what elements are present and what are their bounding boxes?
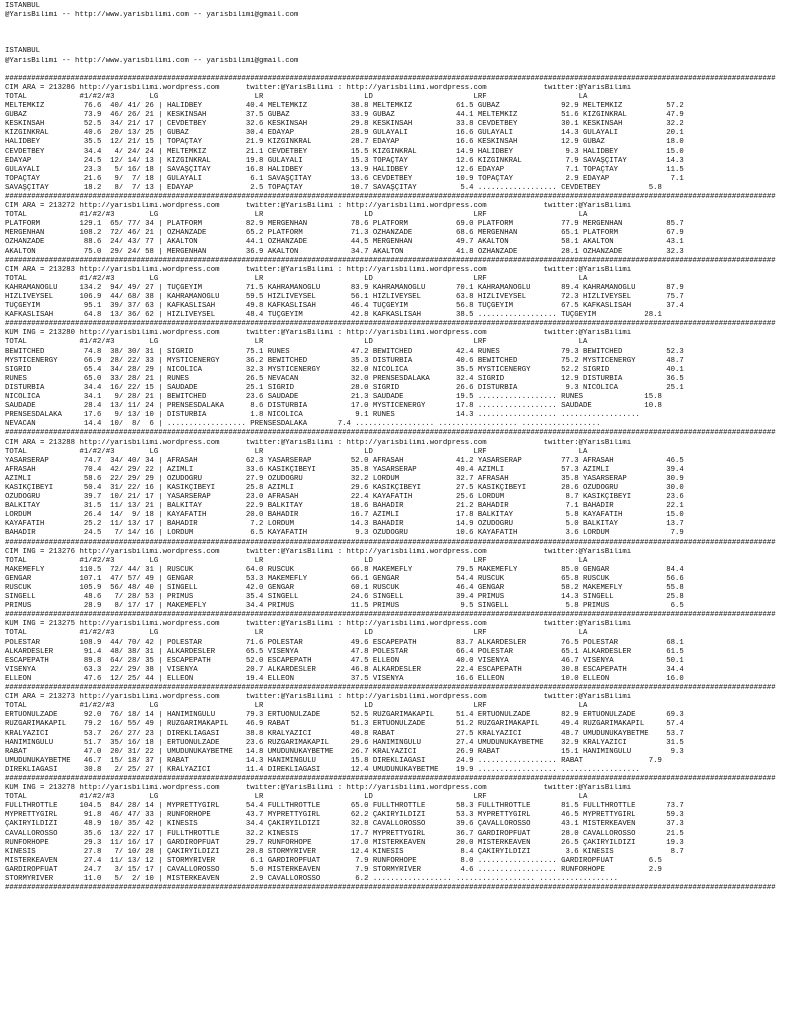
race-row: BAHADIR 24.5 7/ 14/ 16 | LORDUM 6.5 KAYAFATIH 9.3 ÖZÜDOGRU 10.6 KAYAFATIH 3.6 LORDUM 7.9 — [5, 529, 684, 538]
separator-line: ################################################################################################################################################################################ — [5, 74, 776, 83]
race-header: KUM ING = 213280 http://yarisbilimi.wordpress.com twitter:@YarisBilimi : http://yarisbilimi.wordpress.com twitter:@YarisBilimi — [5, 329, 632, 338]
race-row: KASIKÇIBEYI 50.4 31/ 22/ 16 | KASIKÇIBEYI 25.8 AZIMLI 29.6 KASIKÇIBEYI 27.5 KASIKÇIBEYI 28.6 ÖZÜDOGRU 30.0 — [5, 483, 684, 492]
column-header-row: TOTAL #1/#2/#3 LG LR LD LRF LA — [5, 793, 588, 802]
race-row: STORMYRIVER 11.0 5/ 2/ 10 | MISTERKEAVEN 2.9 CAVALLOROSSO 6.2 .................. .................. .................. — [5, 875, 619, 883]
column-header-row: TOTAL #1/#2/#3 LG LR LD LRF LA — [5, 629, 588, 638]
column-header-row: TOTAL #1/#2/#3 LG LR LD LRF LA — [5, 92, 588, 101]
race-row: RABAT 47.0 20/ 31/ 22 | UMUDUNUKAYBETME 14.8 UMUDUNUKAYBETME 26.7 KRALYAZICI 26.9 RABAT 15.1 HANIMINGÜLÜ 9.3 — [5, 747, 684, 756]
race-row: PRIMUS 28.9 8/ 17/ 17 | MAKEMEFLY 34.4 PRIMUS 11.5 PRIMUS 9.5 SINGELL 5.8 PRIMUS 6.5 — [5, 602, 684, 611]
race-row: MYSTICENERGY 66.9 28/ 22/ 33 | MYSTICENERGY 36.2 BEWITCHED 35.3 DISTURBIA 40.6 BEWITCHED 75.2 MYSTICENERGY 48.7 — [5, 356, 684, 365]
separator-line: ################################################################################################################################################################################ — [5, 774, 776, 783]
header-line — [5, 38, 776, 47]
race-row: KRALYAZICI 53.7 26/ 27/ 23 | DIREKLIAGASI 38.8 KRALYAZICI 40.8 RABAT 27.5 KRALYAZICI 48.7 UMUDUNUKAYBETME 53.7 — [5, 729, 684, 738]
race-row: ÖZÜDOGRU 39.7 10/ 21/ 17 | YASARSERAP 23.0 AFRASAH 22.4 KAYAFATIH 25.6 LORDUM 8.7 KASIKÇIBEYI 23.6 — [5, 493, 684, 502]
race-row: GÜLAYALI 23.3 5/ 16/ 18 | SAVAŞÇITAY 16.8 HALIDBEY 13.9 HALIDBEY 12.6 EDAYAP 7.1 TOPAÇTAY 11.5 — [5, 165, 684, 174]
race-row: MELTEMKIZ 76.6 40/ 41/ 26 | HALIDBEY 40.4 MELTEMKIZ 38.8 MELTEMKIZ 61.5 GUBAZ 92.9 MELTEMKIZ 57.2 — [5, 102, 684, 111]
race-row: KAHRAMANOGLU 134.2 94/ 49/ 27 | TUÇGEYIM 71.5 KAHRAMANOGLU 83.9 KAHRAMANOGLU 70.1 KAHRAMANOGLU 89.4 KAHRAMANOGLU 87.9 — [5, 283, 684, 292]
separator-line: ################################################################################################################################################################################ — [5, 320, 776, 329]
header-line — [5, 20, 776, 29]
race-row: HANIMINGÜLÜ 51.7 35/ 16/ 18 | ERTUONULZADE 23.6 RÜZGARIMAKAPIL 29.6 HANIMINGÜLÜ 27.4 UMUDUNUKAYBETME 32.9 KRALYAZICI 31.5 — [5, 738, 684, 747]
race-row: ESCAPEPATH 89.8 64/ 28/ 35 | ESCAPEPATH 52.0 ESCAPEPATH 47.5 ELLEON 40.0 VISENYA 46.7 VISENYA 50.1 — [5, 656, 684, 665]
race-row: CEVDETBEY 34.4 4/ 24/ 24 | MELTEMKIZ 21.1 CEVDETBEY 15.5 KIZGINKRAL 14.9 HALIDBEY 9.3 HALIDBEY 15.0 — [5, 147, 684, 156]
race-row: TOPAÇTAY 21.6 9/ 7/ 18 | GÜLAYALI 6.1 SAVAŞÇITAY 13.6 CEVDETBEY 10.9 TOPAÇTAY 2.9 EDAYAP 7.1 — [5, 174, 684, 183]
race-row: FULLTHROTTLE 104.5 84/ 28/ 14 | MYPRETTYGIRL 54.4 FULLTHROTTLE 65.0 FULLTHROTTLE 58.3 FULLTHROTTLE 81.5 FULLTHROTTLE 73.7 — [5, 802, 684, 811]
race-row: DIREKLIAGASI 30.8 2/ 25/ 27 | KRALYAZICI 11.4 DIREKLIAGASI 12.4 UMUDUNUKAYBETME 19.9 .................. .................. — [5, 765, 640, 774]
race-row: PLATFORM 129.1 65/ 77/ 34 | PLATFORM 82.9 MERGENHAN 78.6 PLATFORM 69.0 PLATFORM 77.9 MERGENHAN 85.7 — [5, 220, 684, 229]
column-header-row: TOTAL #1/#2/#3 LG LR LD LRF LA — [5, 211, 588, 220]
race-row: ÖZHANZADE 88.6 24/ 43/ 77 | AKALTON 44.1 ÖZHANZADE 44.5 MERGENHAN 49.7 AKALTON 58.1 AKALTON 43.1 — [5, 238, 684, 247]
race-header: CIM ING = 213276 http://yarisbilimi.wordpress.com twitter:@YarisBilimi : http://yarisbilimi.wordpress.com twitter:@YarisBilimi — [5, 547, 632, 556]
race-row: KIZGINKRAL 40.6 20/ 13/ 25 | GUBAZ 30.4 EDAYAP 28.9 GÜLAYALI 16.6 GÜLAYALI 14.3 GÜLAYALI 20.1 — [5, 129, 684, 138]
race-header: CIM ARA = 213273 http://yarisbilimi.wordpress.com twitter:@YarisBilimi : http://yarisbilimi.wordpress.com twitter:@YarisBilimi — [5, 693, 632, 702]
separator-line: ################################################################################################################################################################################ — [5, 538, 776, 547]
column-header-row: TOTAL #1/#2/#3 LG LR LD LRF LA — [5, 274, 588, 283]
column-header-row: TOTAL #1/#2/#3 LG LR LD LRF LA — [5, 447, 588, 456]
column-header-row: TOTAL #1/#2/#3 LG LR LD LRF LA — [5, 556, 588, 565]
race-row: AFRASAH 70.4 42/ 29/ 22 | AZIMLI 33.6 KASIKÇIBEYI 35.8 YASARSERAP 40.4 AZIMLI 57.3 AZIMLI 39.4 — [5, 465, 684, 474]
race-row: SIGRID 65.4 34/ 28/ 29 | NICOLICA 32.3 MYSTICENERGY 32.0 NICOLICA 35.5 MYSTICENERGY 52.2 SIGRID 40.1 — [5, 365, 684, 374]
race-row: PRENSESDALAKA 17.6 9/ 13/ 10 | DISTURBIA 1.8 NICOLICA 9.1 RUNES 14.3 .................. .................. — [5, 411, 640, 420]
race-row: NICOLICA 34.1 9/ 28/ 21 | BEWITCHED 23.6 SAUDADE 21.3 SAUDADE 19.5 .................. RUNES 15.8 — [5, 393, 662, 402]
race-row: AKALTON 75.0 29/ 24/ 58 | MERGENHAN 36.9 AKALTON 34.7 AKALTON 41.8 ÖZHANZADE 28.1 ÖZHANZADE 32.3 — [5, 247, 684, 256]
race-row: AZIMLI 58.6 22/ 29/ 29 | ÖZÜDOGRU 27.9 ÖZÜDOGRU 32.2 LORDUM 32.7 AFRASAH 35.8 YASARSERAP 30.9 — [5, 474, 684, 483]
race-row: KINESIS 27.8 7/ 10/ 28 | ÇAKIRYILDIZI 20.8 STORMYRIVER 12.4 KINESIS 8.4 ÇAKIRYILDIZI 3.6 KINESIS 8.7 — [5, 847, 684, 856]
race-row: HALIDBEY 35.5 12/ 21/ 15 | TOPAÇTAY 21.9 KIZGINKRAL 28.7 EDAYAP 16.6 KESKINSAH 12.9 GUBAZ 18.0 — [5, 138, 684, 147]
header-line: ISTANBUL — [5, 47, 41, 56]
separator-line: ################################################################################################################################################################################ — [5, 684, 776, 693]
race-row: KESKINSAH 52.5 34/ 21/ 17 | CEVDETBEY 32.6 KESKINSAH 29.8 KESKINSAH 33.8 CEVDETBEY 30.1 KESKINSAH 32.2 — [5, 120, 684, 129]
race-row: KAYAFATIH 25.2 11/ 13/ 17 | BAHADIR 7.2 LORDUM 14.3 BAHADIR 14.9 ÖZÜDOGRU 5.0 BALKITAY 13.7 — [5, 520, 684, 529]
race-header: CIM ARA = 213283 http://yarisbilimi.wordpress.com twitter:@YarisBilimi : http://yarisbilimi.wordpress.com twitter:@YarisBilimi — [5, 265, 632, 274]
race-row: EDAYAP 24.5 12/ 14/ 13 | KIZGINKRAL 19.8 GÜLAYALI 15.3 TOPAÇTAY 12.6 KIZGINKRAL 7.9 SAVAŞÇITAY 14.3 — [5, 156, 684, 165]
race-row: TUÇGEYIM 95.1 39/ 37/ 63 | KAFKASLISAH 49.8 KAFKASLISAH 46.4 TUÇGEYIM 56.8 TUÇGEYIM 67.5 KAFKASLISAH 37.4 — [5, 302, 684, 311]
race-row: SAUDADE 28.4 13/ 11/ 24 | PRENSESDALAKA 8.6 DISTURBIA 17.0 MYSTICENERGY 17.8 .................. SAUDADE 10.8 — [5, 402, 662, 411]
race-row: RUNFORHOPE 29.3 11/ 16/ 17 | GARDIROPFUAT 29.7 RUNFORHOPE 17.0 MISTERKEAVEN 20.0 MISTERKEAVEN 26.5 ÇAKIRYILDIZI 19.3 — [5, 838, 684, 847]
race-row: BALKITAY 31.5 11/ 13/ 21 | BALKITAY 22.9 BALKITAY 18.6 BAHADIR 21.2 BAHADIR 7.1 BAHADIR 22.1 — [5, 502, 684, 511]
race-row: YASARSERAP 74.7 34/ 40/ 34 | AFRASAH 62.3 YASARSERAP 52.0 AFRASAH 41.2 YASARSERAP 77.3 AFRASAH 46.5 — [5, 456, 684, 465]
race-row: RUNES 65.0 33/ 28/ 21 | RUNES 26.5 NEVACAN 32.0 PRENSESDALAKA 32.4 SIGRID 12.9 DISTURBIA 36.5 — [5, 374, 684, 383]
race-row: MAKEMEFLY 110.5 72/ 44/ 31 | RUSCUK 64.0 RUSCUK 66.8 MAKEMEFLY 79.5 MAKEMEFLY 85.0 GENGAR 84.4 — [5, 565, 684, 574]
separator-line: ################################################################################################################################################################################ — [5, 429, 776, 438]
header-line: ISTANBUL — [5, 2, 41, 10]
separator-line: ################################################################################################################################################################################ — [5, 256, 776, 265]
column-header-row: TOTAL #1/#2/#3 LG LR LD LRF LA — [5, 338, 588, 347]
race-row: CAVALLOROSSO 35.6 13/ 22/ 17 | FULLTHROTTLE 32.2 KINESIS 17.7 MYPRETTYGIRL 36.7 GARDIROPFUAT 28.0 CAVALLOROSSO 21.5 — [5, 829, 684, 838]
race-row: GARDIROPFUAT 24.7 3/ 15/ 17 | CAVALLOROSSO 5.0 MISTERKEAVEN 7.9 STORMYRIVER 4.6 .................. RUNFORHOPE 2.9 — [5, 865, 662, 874]
race-row: BEWITCHED 74.8 38/ 30/ 31 | SIGRID 75.1 RUNES 47.2 BEWITCHED 42.4 RUNES 79.3 BEWITCHED 52.3 — [5, 347, 684, 356]
race-header: KUM ING = 213278 http://yarisbilimi.wordpress.com twitter:@YarisBilimi : http://yarisbilimi.wordpress.com twitter:@YarisBilimi — [5, 784, 632, 793]
race-row: GUBAZ 73.9 46/ 26/ 21 | KESKINSAH 37.5 GUBAZ 33.9 GUBAZ 44.1 MELTEMKIZ 51.6 KIZGINKRAL 47.9 — [5, 111, 684, 120]
race-row: NEVACAN 14.4 10/ 8/ 6 | .................. PRENSESDALAKA 7.4 .................. .................. .................. — [5, 420, 601, 429]
separator-line: ################################################################################################################################################################################ — [5, 884, 776, 893]
header-line — [5, 66, 776, 75]
race-row: UMUDUNUKAYBETME 46.7 15/ 18/ 37 | RABAT 14.3 HANIMINGÜLÜ 15.8 DIREKLIAGASI 24.9 .................. RABAT 7.9 — [5, 756, 662, 765]
header-line: @YarisBilimi -- http://www.yarisbilimi.com -- yarisbilimi@gmail.com — [5, 56, 299, 65]
race-row: MERGENHAN 108.2 72/ 46/ 21 | ÖZHANZADE 65.2 PLATFORM 71.3 ÖZHANZADE 68.6 MERGENHAN 65.1 PLATFORM 67.9 — [5, 229, 684, 238]
separator-line: ################################################################################################################################################################################ — [5, 611, 776, 620]
race-row: HIZLIVEYSEL 106.9 44/ 68/ 38 | KAHRAMANOGLU 59.5 HIZLIVEYSEL 56.1 HIZLIVEYSEL 63.8 HIZLIVEYSEL 72.3 HIZLIVEYSEL 75.7 — [5, 293, 684, 301]
race-row: KAFKASLISAH 64.8 13/ 36/ 62 | HIZLIVEYSEL 48.4 TUÇGEYIM 42.8 KAFKASLISAH 38.5 .................. TUÇGEYIM 28.1 — [5, 311, 662, 320]
race-row: MISTERKEAVEN 27.4 11/ 13/ 12 | STORMYRIVER 6.1 GARDIROPFUAT 7.9 RUNFORHOPE 8.0 .................. GARDIROPFUAT 6.5 — [5, 856, 662, 865]
race-header: CIM ARA = 213288 http://yarisbilimi.wordpress.com twitter:@YarisBilimi : http://yarisbilimi.wordpress.com twitter:@YarisBilimi — [5, 438, 632, 447]
race-row: RUSCUK 105.9 56/ 48/ 40 | SINGELL 42.0 GENGAR 60.1 RUSCUK 46.4 GENGAR 58.2 MAKEMEFLY 55.8 — [5, 584, 684, 592]
race-row: GENGAR 107.1 47/ 57/ 49 | GENGAR 53.3 MAKEMEFLY 66.1 GENGAR 54.4 RUSCUK 65.8 RUSCUK 56.6 — [5, 574, 684, 583]
race-row: DISTURBIA 34.4 16/ 22/ 15 | SAUDADE 25.1 SIGRID 28.0 SIGRID 26.6 DISTURBIA 9.3 NICOLICA 25.1 — [5, 383, 684, 392]
race-row: POLESTAR 108.9 44/ 70/ 42 | POLESTAR 71.6 POLESTAR 49.6 ESCAPEPATH 83.7 ALKARDESLER 76.5 POLESTAR 68.1 — [5, 638, 684, 647]
race-header: CIM ARA = 213286 http://yarisbilimi.wordpress.com twitter:@YarisBilimi : http://yarisbilimi.wordpress.com twitter:@YarisBilimi — [5, 83, 632, 92]
race-row: ELLEON 47.6 12/ 25/ 44 | ELLEON 19.4 ELLEON 37.5 VISENYA 16.6 ELLEON 10.0 ELLEON 16.0 — [5, 674, 684, 683]
header-line: @YarisBilimi -- http://www.yarisbilimi.com -- yarisbilimi@gmail.com — [5, 11, 299, 20]
race-row: ÇAKIRYILDIZI 48.9 10/ 35/ 42 | KINESIS 34.4 ÇAKIRYILDIZI 32.8 CAVALLOROSSO 39.6 ÇAVALLOROSSO 43.1 MISTERKEAVEN 37.3 — [5, 820, 684, 829]
race-row: ALKARDESLER 91.4 48/ 38/ 31 | ALKARDESLER 65.5 VISENYA 47.8 POLESTAR 66.4 POLESTAR 65.1 ALKARDESLER 61.5 — [5, 647, 684, 656]
race-row: ERTUONULZADE 92.0 76/ 18/ 14 | HANIMINGÜLÜ 79.3 ERTUONULZADE 52.5 RÜZGARIMAKAPIL 51.4 ERTUONULZADE 82.9 ERTUONULZADE 69.3 — [5, 711, 684, 720]
race-row: SAVAŞÇITAY 18.2 8/ 7/ 13 | EDAYAP 2.5 TOPAÇTAY 10.7 SAVAŞÇITAY 5.4 .................. CEVDETBEY 5.8 — [5, 183, 662, 192]
race-header: CIM ARA = 213272 http://yarisbilimi.wordpress.com twitter:@YarisBilimi : http://yarisbilimi.wordpress.com twitter:@YarisBilimi — [5, 202, 632, 211]
header-line — [5, 29, 776, 38]
race-row: SINGELL 48.6 7/ 28/ 53 | PRIMUS 35.4 SINGELL 24.6 SINGELL 39.4 PRIMUS 14.3 SINGELL 25.8 — [5, 593, 684, 602]
document-text — [5, 2, 776, 893]
race-row: RÜZGARIMAKAPIL 79.2 16/ 55/ 49 | RÜZGARIMAKAPIL 46.9 RABAT 51.3 ERTUONULZADE 51.2 RÜZGARIMAKAPIL 49.4 RÜZGARIMAKAPIL 57.4 — [5, 720, 684, 729]
race-row: MYPRETTYGIRL 91.8 46/ 47/ 33 | RUNFORHOPE 43.7 MYPRETTYGIRL 62.2 ÇAKIRYILDIZI 53.3 MYPRETTYGIRL 46.5 MYPRETTYGIRL 59.3 — [5, 811, 684, 820]
race-header: KUM ING = 213275 http://yarisbilimi.wordpress.com twitter:@YarisBilimi : http://yarisbilimi.wordpress.com twitter:@YarisBilimi — [5, 620, 632, 629]
race-row: VISENYA 63.3 22/ 29/ 38 | VISENYA 20.7 ALKARDESLER 46.8 ALKARDESLER 22.4 ESCAPEPATH 30.8 ESCAPEPATH 34.4 — [5, 665, 684, 674]
race-row: LORDUM 26.4 14/ 9/ 18 | KAYAFATIH 20.0 BAHADIR 16.7 AZIMLI 17.8 BALKITAY 5.8 KAYAFATIH 15.0 — [5, 511, 684, 520]
separator-line: ################################################################################################################################################################################ — [5, 192, 776, 201]
column-header-row: TOTAL #1/#2/#3 LG LR LD LRF LA — [5, 702, 588, 711]
